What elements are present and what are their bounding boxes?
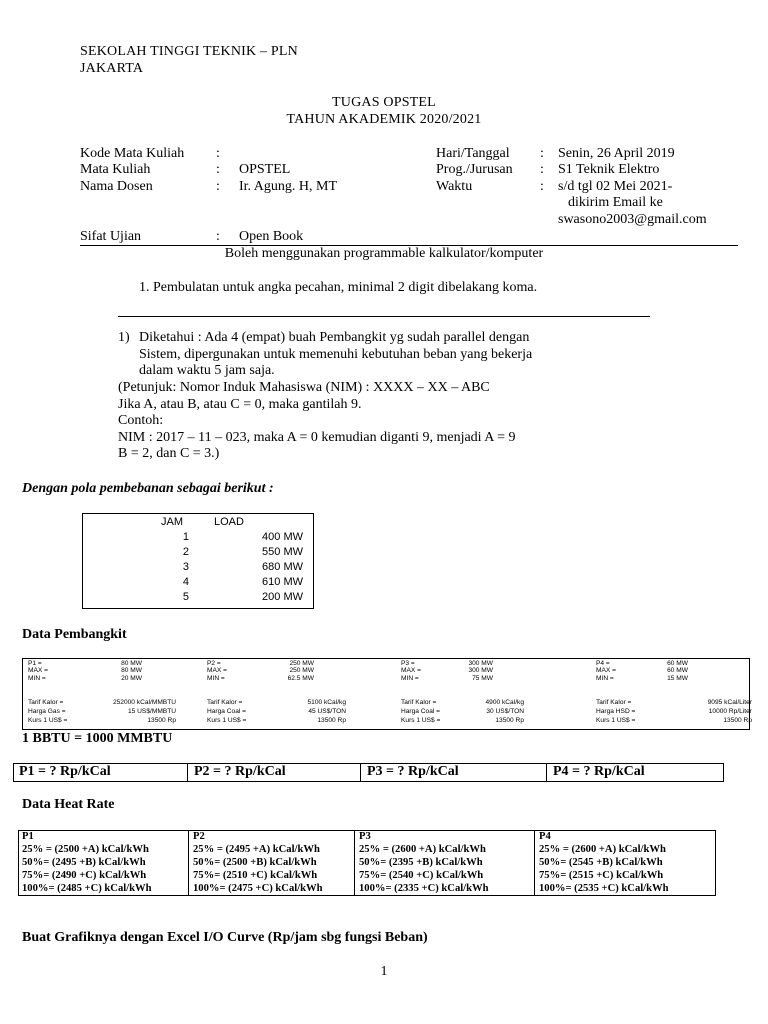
problem-line: Contoh:	[118, 413, 164, 428]
heat-rate-col-p2	[188, 830, 354, 896]
plant-cost-label: Kurs 1 US$ =	[207, 717, 247, 724]
plant-cost-value: 4900 kCal/kg	[485, 699, 524, 706]
heat-rate-plant: P3	[359, 831, 371, 842]
info-label: Mata Kuliah	[80, 162, 151, 177]
heat-rate-plant: P2	[193, 831, 205, 842]
heat-rate-line: 25% = (2500 +A) kCal/kWh	[22, 844, 149, 855]
plant-cost-value: 252000 kCal/MMBTU	[112, 699, 176, 706]
plant-row-label: MIN =	[401, 675, 419, 682]
heat-rate-line: 25% = (2600 +A) kCal/kWh	[359, 844, 486, 855]
info-label: Nama Dosen	[80, 179, 153, 194]
plant-cost-label: Tarif Kalor =	[596, 699, 632, 706]
plant-row-label: MIN =	[28, 675, 46, 682]
bbtu-note: 1 BBTU = 1000 MMBTU	[22, 731, 173, 746]
load-value: 680 MW	[262, 561, 303, 573]
load-header-jam: JAM	[161, 516, 183, 528]
plant-cost-label: Kurs 1 US$ =	[401, 717, 441, 724]
plant-row-value: 250 MW	[289, 667, 314, 674]
info-value: S1 Teknik Elektro	[558, 162, 660, 177]
heat-rate-line: 25% = (2495 +A) kCal/kWh	[193, 844, 320, 855]
doc-title: TUGAS OPSTEL	[332, 95, 436, 110]
plant-row-label: MAX =	[28, 667, 48, 674]
info-value: OPSTEL	[239, 162, 291, 177]
sifat-value: Open Book	[239, 229, 304, 244]
info-label: Hari/Tanggal	[436, 146, 510, 161]
problem-line: Jika A, atau B, atau C = 0, maka gantilah 9.	[118, 397, 362, 412]
heat-rate-line: 50%= (2395 +B) kCal/kWh	[359, 857, 483, 868]
plant-row-value: 60 MW	[667, 660, 688, 667]
plant-cost-label: Harga Gas =	[28, 708, 66, 715]
load-header-load: LOAD	[214, 516, 244, 528]
plant-cost-label: Tarif Kalor =	[28, 699, 64, 706]
sifat-label: Sifat Ujian	[80, 229, 142, 244]
plant-row-value: 15 MW	[667, 675, 688, 682]
plant-row-label: P4 =	[596, 660, 610, 667]
heat-rate-line: 50%= (2495 +B) kCal/kWh	[22, 857, 146, 868]
plant-cost-label: Harga HSD =	[596, 708, 636, 715]
plant-row-value: 300 MW	[468, 660, 493, 667]
problem-line: NIM : 2017 – 11 – 023, maka A = 0 kemudian diganti 9, menjadi A = 9	[118, 430, 516, 445]
heat-rate-line: 100%= (2335 +C) kCal/kWh	[359, 883, 489, 894]
heat-rate-line: 100%= (2535 +C) kCal/kWh	[539, 883, 669, 894]
heat-rate-col-p4	[534, 830, 716, 896]
plant-row-label: P1 =	[28, 660, 42, 667]
info-sep: :	[540, 162, 544, 177]
plant-row-label: MAX =	[207, 667, 227, 674]
heat-rate-line: 75%= (2515 +C) kCal/kWh	[539, 870, 664, 881]
plant-row-label: P2 =	[207, 660, 221, 667]
plant-cost-label: Tarif Kalor =	[401, 699, 437, 706]
info-sep: :	[216, 179, 220, 194]
page-number: 1	[380, 964, 388, 979]
info-value: s/d tgl 02 Mei 2021-	[558, 179, 673, 194]
info-value: Ir. Agung. H, MT	[239, 179, 337, 194]
plant-cost-value: 13500 Rp	[723, 717, 752, 724]
grafik-instruction: Buat Grafiknya dengan Excel I/O Curve (Rp/jam sbg fungsi Beban)	[22, 930, 428, 945]
problem-line: Diketahui : Ada 4 (empat) buah Pembangkit yg sudah parallel dengan	[139, 330, 530, 345]
price-cell-p2: P2 = ? Rp/kCal	[187, 763, 360, 782]
plant-row-label: MIN =	[207, 675, 225, 682]
heat-rate-line: 50%= (2500 +B) kCal/kWh	[193, 857, 317, 868]
plant-cost-label: Kurs 1 US$ =	[596, 717, 636, 724]
heat-rate-line: 75%= (2510 +C) kCal/kWh	[193, 870, 318, 881]
info-sep: :	[216, 146, 220, 161]
plant-row-label: MIN =	[596, 675, 614, 682]
info-label: Waktu	[436, 179, 473, 194]
load-jam: 3	[182, 561, 189, 573]
heat-rate-col-p3	[354, 830, 534, 896]
plant-cost-value: 10000 Rp/Liter	[708, 708, 752, 715]
plant-row-value: 20 MW	[121, 675, 142, 682]
info-sep: :	[540, 179, 544, 194]
load-value: 200 MW	[262, 591, 303, 603]
plant-cost-label: Harga Coal =	[207, 708, 247, 715]
rule-divider	[118, 316, 650, 317]
pola-heading: Dengan pola pembebanan sebagai berikut :	[22, 481, 274, 496]
load-value: 610 MW	[262, 576, 303, 588]
plant-cost-value: 15 US$/MMBTU	[128, 708, 176, 715]
boleh-note: Boleh menggunakan programmable kalkulator/komputer	[224, 246, 544, 261]
load-value: 550 MW	[262, 546, 303, 558]
info-sep: :	[216, 162, 220, 177]
plant-row-label: P3 =	[401, 660, 415, 667]
institution-city: JAKARTA	[80, 61, 144, 76]
plant-cost-value: 13500 Rp	[317, 717, 346, 724]
heat-rate-line: 75%= (2540 +C) kCal/kWh	[359, 870, 484, 881]
heat-rate-plant: P1	[22, 831, 34, 842]
data-pembangkit-title: Data Pembangkit	[22, 627, 127, 642]
rule-1: 1. Pembulatan untuk angka pecahan, minimal 2 digit dibelakang koma.	[139, 280, 538, 295]
email-address[interactable]: swasono2003@gmail.com	[558, 212, 707, 227]
plant-cost-label: Kurs 1 US$ =	[28, 717, 68, 724]
load-value: 400 MW	[262, 531, 303, 543]
problem-number: 1)	[118, 330, 130, 345]
plant-row-value: 60 MW	[667, 667, 688, 674]
plant-row-value: 62.5 MW	[287, 675, 314, 682]
price-cell-p1: P1 = ? Rp/kCal	[19, 764, 111, 779]
price-cell-p4: P4 = ? Rp/kCal	[546, 763, 724, 782]
load-jam: 2	[182, 546, 189, 558]
plant-row-value: 250 MW	[289, 660, 314, 667]
heat-rate-col-p1	[18, 830, 188, 896]
plant-row-value: 80 MW	[121, 667, 142, 674]
plant-cost-value: 13500 Rp	[495, 717, 524, 724]
problem-line: dalam waktu 5 jam saja.	[139, 363, 275, 378]
load-jam: 4	[182, 576, 189, 588]
waktu-extra: dikirim Email ke	[568, 195, 663, 210]
plant-cost-value: 13500 Rp	[147, 717, 176, 724]
heat-rate-line: 25% = (2600 +A) kCal/kWh	[539, 844, 666, 855]
plant-row-label: MAX =	[401, 667, 421, 674]
plant-row-value: 300 MW	[468, 667, 493, 674]
heat-rate-plant: P4	[539, 831, 551, 842]
heat-rate-line: 75%= (2490 +C) kCal/kWh	[22, 870, 147, 881]
plant-cost-value: 30 US$/TON	[486, 708, 524, 715]
load-jam: 5	[182, 591, 189, 603]
plant-row-value: 75 MW	[472, 675, 493, 682]
load-jam: 1	[182, 531, 189, 543]
plant-cost-value: 5100 kCal/kg	[307, 699, 346, 706]
plant-row-label: MAX =	[596, 667, 616, 674]
heat-rate-line: 100%= (2475 +C) kCal/kWh	[193, 883, 323, 894]
plant-cost-label: Harga Coal =	[401, 708, 441, 715]
problem-line: B = 2, dan C = 3.)	[118, 446, 220, 461]
problem-line: Sistem, dipergunakan untuk memenuhi kebutuhan beban yang bekerja	[139, 347, 533, 362]
load-table	[82, 513, 314, 609]
heat-rate-line: 100%= (2485 +C) kCal/kWh	[22, 883, 152, 894]
plant-row-value: 80 MW	[121, 660, 142, 667]
plant-cost-value: 9095 kCal/Liter	[707, 699, 752, 706]
price-cell-p3: P3 = ? Rp/kCal	[360, 763, 546, 782]
info-label: Prog./Jurusan	[436, 162, 513, 177]
heat-rate-title: Data Heat Rate	[22, 797, 115, 812]
plant-cost-label: Tarif Kalor =	[207, 699, 243, 706]
plant-cost-value: 45 US$/TON	[308, 708, 346, 715]
heat-rate-line: 50%= (2545 +B) kCal/kWh	[539, 857, 663, 868]
problem-line: (Petunjuk: Nomor Induk Mahasiswa (NIM) : XXXX – XX – ABC	[118, 380, 490, 395]
sifat-sep: :	[216, 229, 220, 244]
info-sep: :	[540, 146, 544, 161]
info-value: Senin, 26 April 2019	[558, 146, 675, 161]
info-label: Kode Mata Kuliah	[80, 146, 185, 161]
institution-name: SEKOLAH TINGGI TEKNIK – PLN	[80, 44, 298, 59]
doc-year: TAHUN AKADEMIK 2020/2021	[286, 112, 482, 127]
